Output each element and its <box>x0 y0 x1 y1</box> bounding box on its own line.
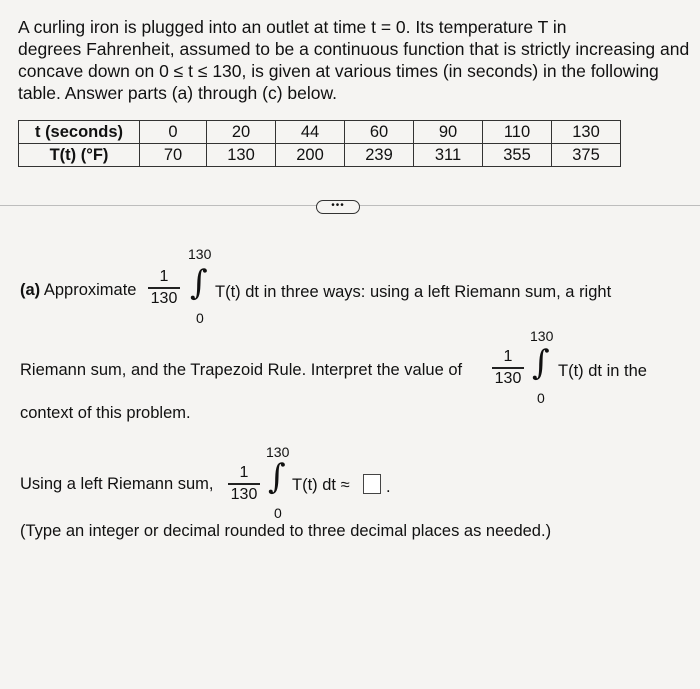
part-a-text: Riemann sum, and the Trapezoid Rule. Interpret the value of <box>20 361 463 379</box>
upper-limit: 130 <box>266 444 290 460</box>
lower-limit: 0 <box>274 505 282 521</box>
fraction-numerator: 1 <box>239 464 249 481</box>
fraction-bar <box>492 367 524 369</box>
fraction-bar <box>148 287 180 289</box>
table-cell: 20 <box>207 121 276 144</box>
table-cell: 375 <box>552 144 621 167</box>
table-cell: 311 <box>414 144 483 167</box>
approximate-text: Approximate <box>43 281 137 299</box>
more-button[interactable]: ••• <box>316 200 360 214</box>
intro-line: concave down on 0 ≤ t ≤ 130, is given at various times (in seconds) in the following <box>18 61 659 81</box>
integral-sign-icon: ∫ <box>190 263 208 303</box>
table-header-t: t (seconds) <box>19 121 140 144</box>
part-label: (a) <box>20 281 41 299</box>
intro-line: degrees Fahrenheit, assumed to be a continuous function that is strictly increasing and <box>18 39 690 59</box>
problem-intro <box>18 16 698 104</box>
period-text: . <box>386 478 391 496</box>
part-a-text: T(t) dt in three ways: using a left Riemann sum, a right <box>215 283 612 301</box>
table-cell: 200 <box>276 144 345 167</box>
fraction <box>148 268 180 308</box>
part-a-prompt <box>20 281 137 300</box>
table-cell: 90 <box>414 121 483 144</box>
table-cell: 110 <box>483 121 552 144</box>
table-row <box>19 144 621 167</box>
table-cell: 60 <box>345 121 414 144</box>
answer-integrand: T(t) dt ≈ <box>292 476 350 494</box>
table-cell: 355 <box>483 144 552 167</box>
intro-line: A curling iron is plugged into an outlet at time t = 0. Its temperature T in <box>18 17 567 37</box>
lower-limit: 0 <box>537 390 545 406</box>
part-a-text: context of this problem. <box>20 404 191 422</box>
fraction <box>228 464 260 504</box>
fraction-denominator: 130 <box>150 289 178 307</box>
table-cell: 44 <box>276 121 345 144</box>
temperature-table <box>18 120 621 167</box>
table-cell: 239 <box>345 144 414 167</box>
table-cell: 0 <box>140 121 207 144</box>
integral-sign-icon: ∫ <box>268 457 286 497</box>
fraction-denominator: 130 <box>494 369 522 387</box>
table-cell: 130 <box>552 121 621 144</box>
table-header-T: T(t) (°F) <box>19 144 140 167</box>
upper-limit: 130 <box>530 328 554 344</box>
answer-prefix: Using a left Riemann sum, <box>20 475 214 493</box>
table-row <box>19 121 621 144</box>
fraction-bar <box>228 483 260 485</box>
fraction <box>492 348 524 388</box>
table-cell: 130 <box>207 144 276 167</box>
answer-hint: (Type an integer or decimal rounded to three decimal places as needed.) <box>20 522 552 540</box>
table-cell: 70 <box>140 144 207 167</box>
fraction-denominator: 130 <box>230 485 258 503</box>
answer-input[interactable] <box>363 474 381 494</box>
part-a-text: T(t) dt in the <box>558 362 647 380</box>
fraction-numerator: 1 <box>159 268 169 285</box>
fraction-numerator: 1 <box>503 348 513 365</box>
upper-limit: 130 <box>188 246 212 262</box>
intro-line: table. Answer parts (a) through (c) below. <box>18 83 338 103</box>
lower-limit: 0 <box>196 310 204 326</box>
integral-sign-icon: ∫ <box>532 343 550 383</box>
